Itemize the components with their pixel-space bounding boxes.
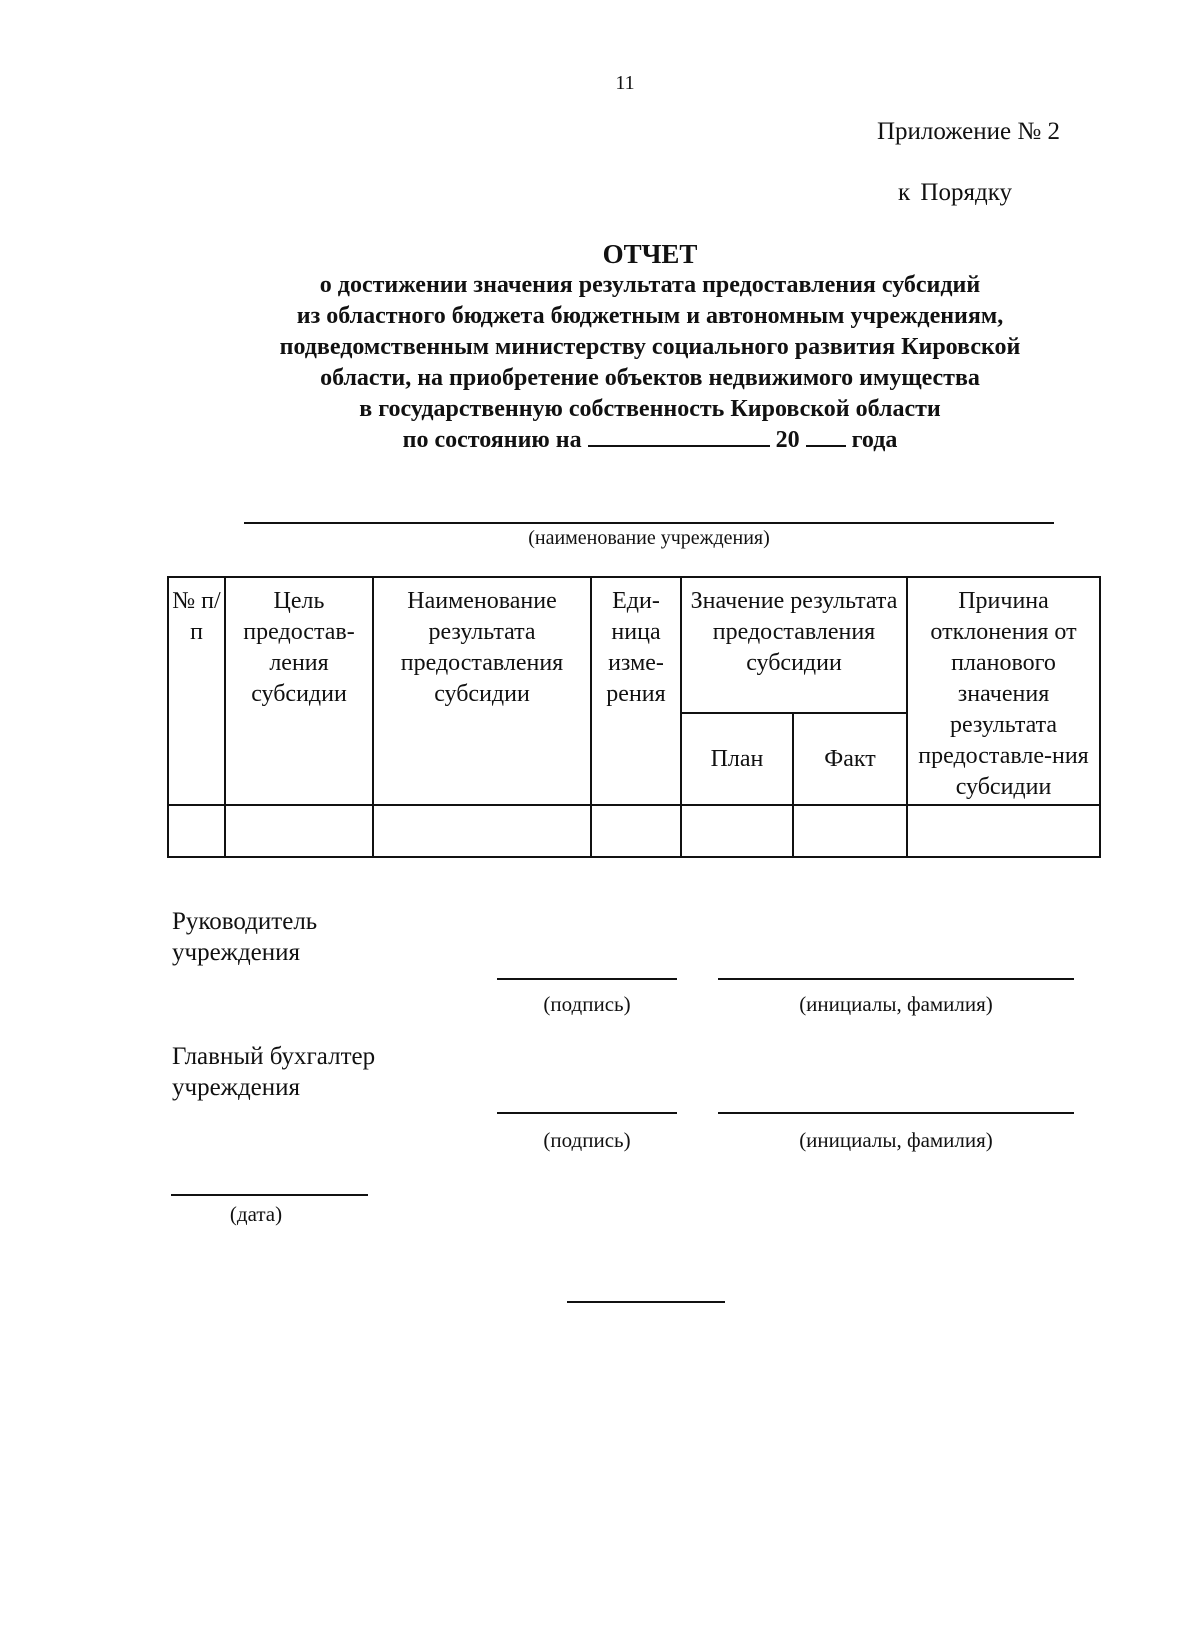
as-of-suffix: года bbox=[851, 427, 898, 453]
table-cell[interactable] bbox=[681, 805, 793, 857]
header-value: Значение результата предоставления субсидии bbox=[681, 577, 907, 713]
to-order-label: к Порядку bbox=[898, 179, 1012, 206]
header-goal: Цель предостав-ления субсидии bbox=[225, 577, 373, 805]
accountant-signature-line[interactable] bbox=[497, 1112, 677, 1114]
head-label-line: Руководитель bbox=[172, 908, 318, 935]
head-label-line: учреждения bbox=[172, 939, 301, 966]
report-subtitle-line: о достижении значения результата предоставления субсидий bbox=[319, 272, 981, 298]
as-of-date-line bbox=[150, 425, 1150, 456]
head-name-line[interactable] bbox=[718, 978, 1074, 980]
report-title-block bbox=[150, 238, 1150, 456]
end-divider bbox=[567, 1301, 725, 1303]
table-cell[interactable] bbox=[591, 805, 681, 857]
accountant-label-line: учреждения bbox=[172, 1074, 301, 1101]
head-signature-line[interactable] bbox=[497, 978, 677, 980]
header-fact: Факт bbox=[793, 713, 907, 805]
table-cell[interactable] bbox=[907, 805, 1100, 857]
appendix-label: Приложение № 2 bbox=[876, 118, 1060, 145]
table-cell[interactable] bbox=[373, 805, 591, 857]
header-plan: План bbox=[681, 713, 793, 805]
head-signature-caption: (подпись) bbox=[543, 992, 631, 1016]
table-cell[interactable] bbox=[168, 805, 225, 857]
page-number: 11 bbox=[615, 72, 635, 94]
year-blank[interactable] bbox=[806, 425, 846, 447]
accountant-label bbox=[172, 1041, 472, 1103]
header-result-name: Наименование результата предоставления субсидии bbox=[373, 577, 591, 805]
accountant-label-line: Главный бухгалтер bbox=[172, 1043, 376, 1070]
head-name-caption: (инициалы, фамилия) bbox=[799, 992, 993, 1016]
report-subtitle-line: из областного бюджета бюджетным и автономным учреждениям, bbox=[296, 303, 1004, 329]
report-subtitle-line: в государственную собственность Кировской области bbox=[359, 396, 941, 422]
table-cell[interactable] bbox=[225, 805, 373, 857]
date-caption: (дата) bbox=[229, 1202, 283, 1226]
date-line[interactable] bbox=[171, 1194, 368, 1196]
as-of-prefix: по состоянию на bbox=[402, 427, 582, 453]
accountant-name-line[interactable] bbox=[718, 1112, 1074, 1114]
year-prefix: 20 bbox=[775, 427, 800, 453]
institution-name-line[interactable] bbox=[244, 522, 1054, 524]
header-num: № п/п bbox=[168, 577, 225, 805]
report-subtitle-line: области, на приобретение объектов недвижимого имущества bbox=[320, 365, 980, 391]
header-reason: Причина отклонения от планового значения результата предоставле-ния субсидии bbox=[907, 577, 1100, 805]
accountant-name-caption: (инициалы, фамилия) bbox=[799, 1128, 993, 1152]
institution-caption: (наименование учреждения) bbox=[528, 527, 770, 549]
date-blank[interactable] bbox=[588, 425, 770, 447]
report-subtitle-line: подведомственным министерству социального развития Кировской bbox=[279, 334, 1021, 360]
table-row bbox=[168, 805, 1100, 857]
table-cell[interactable] bbox=[793, 805, 907, 857]
report-title: ОТЧЕТ bbox=[602, 239, 698, 269]
report-table bbox=[167, 576, 1101, 858]
head-label bbox=[172, 906, 472, 968]
header-unit: Еди-ница изме-рения bbox=[591, 577, 681, 805]
accountant-signature-caption: (подпись) bbox=[543, 1128, 631, 1152]
